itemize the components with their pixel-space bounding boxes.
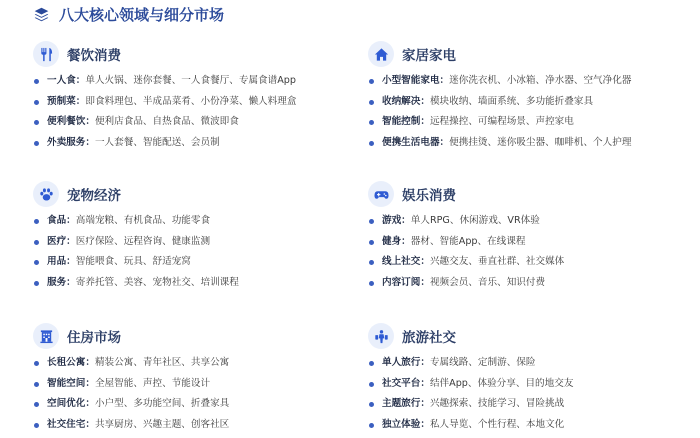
list-item [33,398,343,419]
list-item [368,75,678,96]
page-title: 八大核心领域与细分市场 [59,5,225,24]
item-text: 共享厨房、兴趣主题、创客社区 [94,418,230,430]
item-text: 专属线路、定制游、保险 [429,357,536,368]
section-title: 旅游社交 [402,330,456,346]
item-text: 医疗保险、远程咨询、健康监测 [75,235,211,247]
section-travel-social [368,322,678,438]
section-housing [33,322,343,438]
list-item [33,378,343,399]
section-items [33,75,343,157]
item-label: 线上社交： [382,256,430,267]
item-text: 一人套餐、智能配送、会员制 [94,136,220,148]
section-items [368,357,678,438]
building-icon [39,329,54,344]
item-label: 医疗： [47,235,76,247]
item-label: 用品： [47,256,76,267]
section-icon-badge [33,181,59,207]
item-text: 迷你洗衣机、小冰箱、净水器、空气净化器 [449,75,632,86]
section-icon-badge [368,181,394,207]
item-label: 游戏： [382,215,411,226]
item-label: 空间优化： [47,398,95,409]
item-label: 智能控制： [382,116,430,127]
layers-icon [33,6,50,23]
section-title: 餐饮消费 [67,48,121,64]
section-header [368,322,678,350]
section-icon-badge [368,323,394,349]
section-entertainment [368,180,678,297]
item-label: 外卖服务： [47,136,95,148]
list-item [368,215,678,236]
item-text: 兴趣探索、技能学习、冒险挑战 [429,398,565,409]
item-text: 便利店食品、自热食品、微波即食 [94,116,239,127]
section-items [368,75,678,157]
item-label: 服务： [47,276,76,288]
section-title: 家居家电 [402,48,456,64]
item-text: 结伴App、体验分享、目的地交友 [429,377,574,389]
list-item [33,357,343,378]
item-text: 即食料理包、半成品菜肴、小份净菜、懒人料理盒 [85,95,297,107]
section-header [33,40,343,68]
section-icon-badge [33,41,59,67]
item-text: 远程操控、可编程场景、声控家电 [429,116,574,127]
item-label: 一人食： [47,75,86,86]
item-label: 智能空间： [47,377,95,389]
item-label: 主题旅行： [382,398,430,409]
item-label: 便携生活电器： [382,136,450,148]
item-label: 独立体验： [382,418,430,430]
list-item [33,137,343,158]
item-text: 私人导览、个性行程、本地文化 [429,418,565,430]
list-item [368,236,678,257]
section-items [33,357,343,438]
list-item [368,419,678,438]
item-text: 单人火锅、迷你套餐、一人食餐厅、专属食谱App [85,75,296,86]
item-text: 高端宠粮、有机食品、功能零食 [75,215,211,226]
section-header [368,180,678,208]
travel-icon [374,329,389,344]
section-header [33,322,343,350]
item-text: 精装公寓、青年社区、共享公寓 [94,357,230,368]
list-item [33,236,343,257]
item-text: 小户型、多功能空间、折叠家具 [94,398,230,409]
list-item [368,398,678,419]
item-label: 预制菜： [47,95,86,107]
list-item [368,137,678,158]
item-text: 器材、智能App、在线课程 [410,235,526,247]
item-text: 便携挂烫、迷你吸尘器、咖啡机、个人护理 [449,136,632,148]
item-label: 单人旅行： [382,357,430,368]
list-item [33,116,343,137]
section-header [33,180,343,208]
item-text: 兴趣交友、垂直社群、社交媒体 [429,256,565,267]
item-label: 社交平台： [382,377,430,389]
section-dining [33,40,343,157]
section-icon-badge [33,323,59,349]
list-item [368,256,678,277]
item-label: 收纳解决： [382,95,430,107]
page-header [33,3,224,25]
section-items [368,215,678,297]
item-text: 寄养托管、美容、宠物社交、培训课程 [75,276,239,288]
list-item [33,75,343,96]
item-label: 社交住宅： [47,418,95,430]
item-label: 内容订阅： [382,276,430,288]
section-pet-economy [33,180,343,297]
item-text: 全屋智能、声控、节能设计 [94,377,211,389]
item-text: 智能喂食、玩具、舒适宠窝 [75,256,191,267]
list-item [33,419,343,438]
list-item [368,357,678,378]
list-item [33,256,343,277]
section-title: 住房市场 [67,330,121,346]
item-label: 健身： [382,235,411,247]
section-header [368,40,678,68]
list-item [368,378,678,399]
home-icon [374,47,389,62]
gamepad-icon [374,187,389,202]
item-text: 视频会员、音乐、知识付费 [429,276,546,288]
paw-icon [39,187,54,202]
item-label: 小型智能家电： [382,75,450,86]
item-label: 便利餐饮： [47,116,95,127]
list-item [368,96,678,117]
section-title: 娱乐消费 [402,188,456,204]
item-text: 模块收纳、墙面系统、多功能折叠家具 [429,95,594,107]
section-icon-badge [368,41,394,67]
list-item [368,116,678,137]
item-label: 长租公寓： [47,357,95,368]
item-text: 单人RPG、休闲游戏、VR体验 [410,215,540,226]
utensils-icon [39,47,54,62]
section-items [33,215,343,297]
section-home-appliances [368,40,678,157]
list-item [33,277,343,298]
list-item [33,96,343,117]
list-item [368,277,678,298]
item-label: 食品： [47,215,76,226]
section-title: 宠物经济 [67,188,121,204]
list-item [33,215,343,236]
